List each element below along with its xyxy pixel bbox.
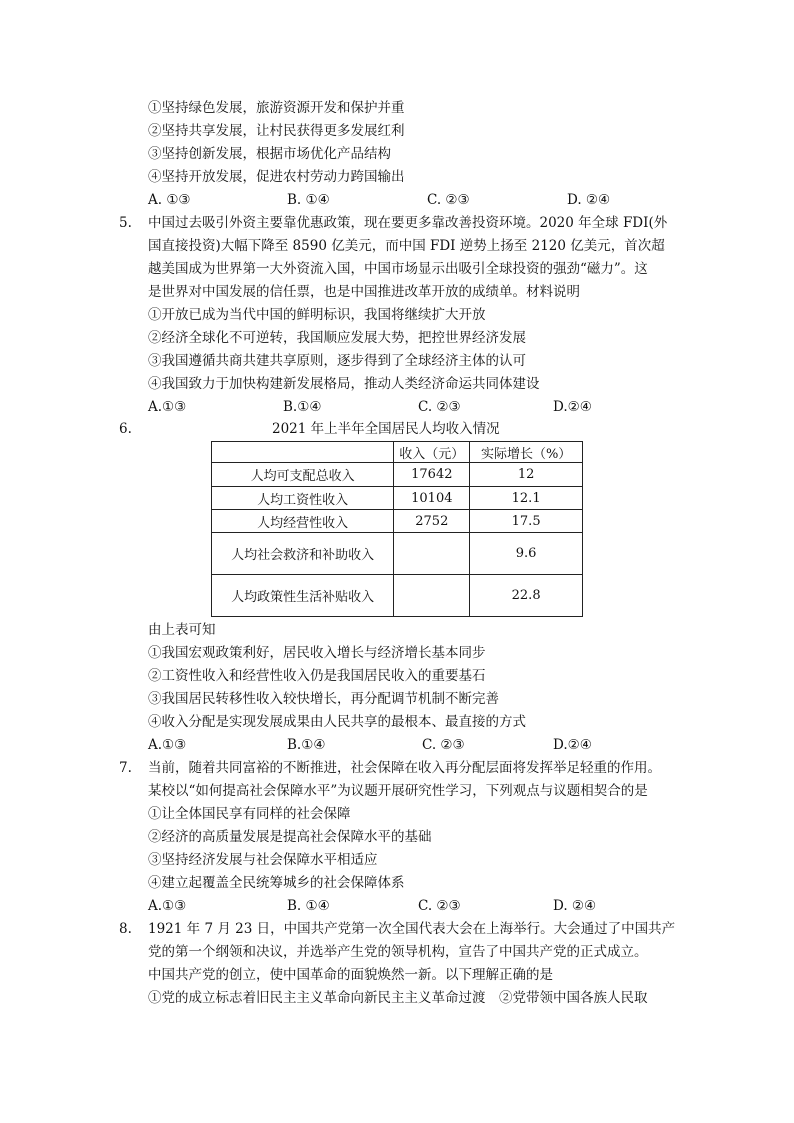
q5-choice-c: C. ②③ (418, 399, 461, 415)
table-row (212, 463, 583, 487)
q7-text-line-2: 某校以“如何提高社会保障水平”为议题开展研究性学习，下列观点与议题相契合的是 (148, 783, 648, 799)
q6-choice-b: B.①④ (287, 737, 326, 753)
table-header-cell: 实际增长（%） (470, 442, 583, 463)
table-cell: 2752 (394, 510, 470, 533)
q8-number: 8. (119, 921, 132, 937)
table-cell: 10104 (394, 487, 470, 510)
q4-option-2: ②坚持共享发展，让村民获得更多发展红利 (148, 123, 405, 139)
table-cell: 12 (470, 463, 583, 487)
table-cell (394, 533, 470, 575)
table-row (212, 510, 583, 533)
q4-choice-c: C. ②③ (427, 192, 470, 208)
q4-option-1: ①坚持绿色发展，旅游资源开发和保护并重 (148, 100, 405, 116)
q5-option-4: ④我国致力于加快构建新发展格局，推动人类经济命运共同体建设 (148, 376, 540, 392)
q5-choice-a: A.①③ (148, 399, 187, 415)
table-header-row (212, 442, 583, 463)
q7-text-line-1: 当前，随着共同富裕的不断推进，社会保障在收入再分配层面将发挥举足轻重的作用。 (148, 760, 661, 776)
q7-option-4: ④建立起覆盖全民统筹城乡的社会保障体系 (148, 875, 405, 891)
q5-text-line-1: 中国过去吸引外资主要靠优惠政策，现在要更多靠改善投资环境。2020 年全球 FDI(外 (148, 215, 668, 231)
q4-choice-d: D. ②④ (567, 192, 611, 208)
q6-option-3: ③我国居民转移性收入较快增长，再分配调节机制不断完善 (148, 691, 499, 707)
table-cell: 人均可支配总收入 (212, 463, 394, 487)
q6-number: 6. (119, 421, 132, 437)
q6-lead: 由上表可知 (148, 622, 216, 638)
table-cell: 9.6 (470, 533, 583, 575)
q5-text-line-4: 是世界对中国发展的信任票，也是中国推进改革开放的成绩单。材料说明 (148, 284, 580, 300)
q5-text-line-2: 国直接投资)大幅下降至 8590 亿美元，而中国 FDI 逆势上扬至 2120 亿美元，首次超 (148, 238, 665, 254)
q6-table-title: 2021 年上半年全国居民人均收入情况 (272, 421, 500, 437)
q5-choice-d: D.②④ (553, 399, 592, 415)
q5-choice-b: B.①④ (283, 399, 322, 415)
table-cell: 17642 (394, 463, 470, 487)
q8-text-line-2: 党的第一个纲领和决议，并选举产生党的领导机构，宣告了中国共产党的正式成立。 (148, 944, 648, 960)
q5-option-3: ③我国遵循共商共建共享原则，逐步得到了全球经济主体的认可 (148, 353, 526, 369)
table-header-cell: 收入（元） (394, 442, 470, 463)
q4-option-3: ③坚持创新发展，根据市场优化产品结构 (148, 146, 391, 162)
q4-choice-a: A. ①③ (148, 192, 191, 208)
table-cell: 人均政策性生活补贴收入 (212, 575, 394, 617)
q4-choice-b: B. ①④ (287, 192, 330, 208)
q7-choice-b: B. ①④ (287, 898, 330, 914)
q6-choice-a: A.①③ (148, 737, 187, 753)
q8-text-line-1: 1921 年 7 月 23 日，中国共产党第一次全国代表大会在上海举行。大会通过了中国共产 (148, 921, 676, 937)
q7-option-3: ③坚持经济发展与社会保障水平相适应 (148, 852, 378, 868)
q7-choice-c: C. ②③ (418, 898, 461, 914)
table-row (212, 575, 583, 617)
table-cell: 17.5 (470, 510, 583, 533)
table-cell: 12.1 (470, 487, 583, 510)
q5-option-2: ②经济全球化不可逆转，我国顺应发展大势，把控世界经济发展 (148, 330, 526, 346)
table-cell: 人均工资性收入 (212, 487, 394, 510)
table-cell: 22.8 (470, 575, 583, 617)
income-table (211, 441, 583, 617)
q5-number: 5. (119, 215, 132, 231)
q8-text-line-3: 中国共产党的创立，使中国革命的面貌焕然一新。以下理解正确的是 (148, 967, 553, 983)
table-header-cell (212, 442, 394, 463)
q7-option-2: ②经济的高质量发展是提高社会保障水平的基础 (148, 829, 432, 845)
q8-text-line-4: ①党的成立标志着旧民主主义革命向新民主主义革命过渡 ②党带领中国各族人民取 (148, 990, 648, 1006)
q4-option-4: ④坚持开放发展，促进农村劳动力跨国输出 (148, 169, 405, 185)
q6-choice-c: C. ②③ (422, 737, 465, 753)
q6-option-1: ①我国宏观政策利好，居民收入增长与经济增长基本同步 (148, 645, 486, 661)
q7-option-1: ①让全体国民享有同样的社会保障 (148, 806, 351, 822)
table-row (212, 533, 583, 575)
q5-option-1: ①开放已成为当代中国的鲜明标识，我国将继续扩大开放 (148, 307, 486, 323)
q7-choice-a: A.①③ (148, 898, 187, 914)
q6-choice-d: D.②④ (553, 737, 592, 753)
table-cell: 人均经营性收入 (212, 510, 394, 533)
table-cell: 人均社会救济和补助收入 (212, 533, 394, 575)
q5-text-line-3: 越美国成为世界第一大外资流入国，中国市场显示出吸引全球投资的强劲“磁力”。这 (148, 261, 648, 277)
q7-choice-d: D. ②④ (553, 898, 597, 914)
table-row (212, 487, 583, 510)
q7-number: 7. (119, 760, 132, 776)
table-cell (394, 575, 470, 617)
q6-option-2: ②工资性收入和经营性收入仍是我国居民收入的重要基石 (148, 668, 486, 684)
q6-option-4: ④收入分配是实现发展成果由人民共享的最根本、最直接的方式 (148, 714, 526, 730)
